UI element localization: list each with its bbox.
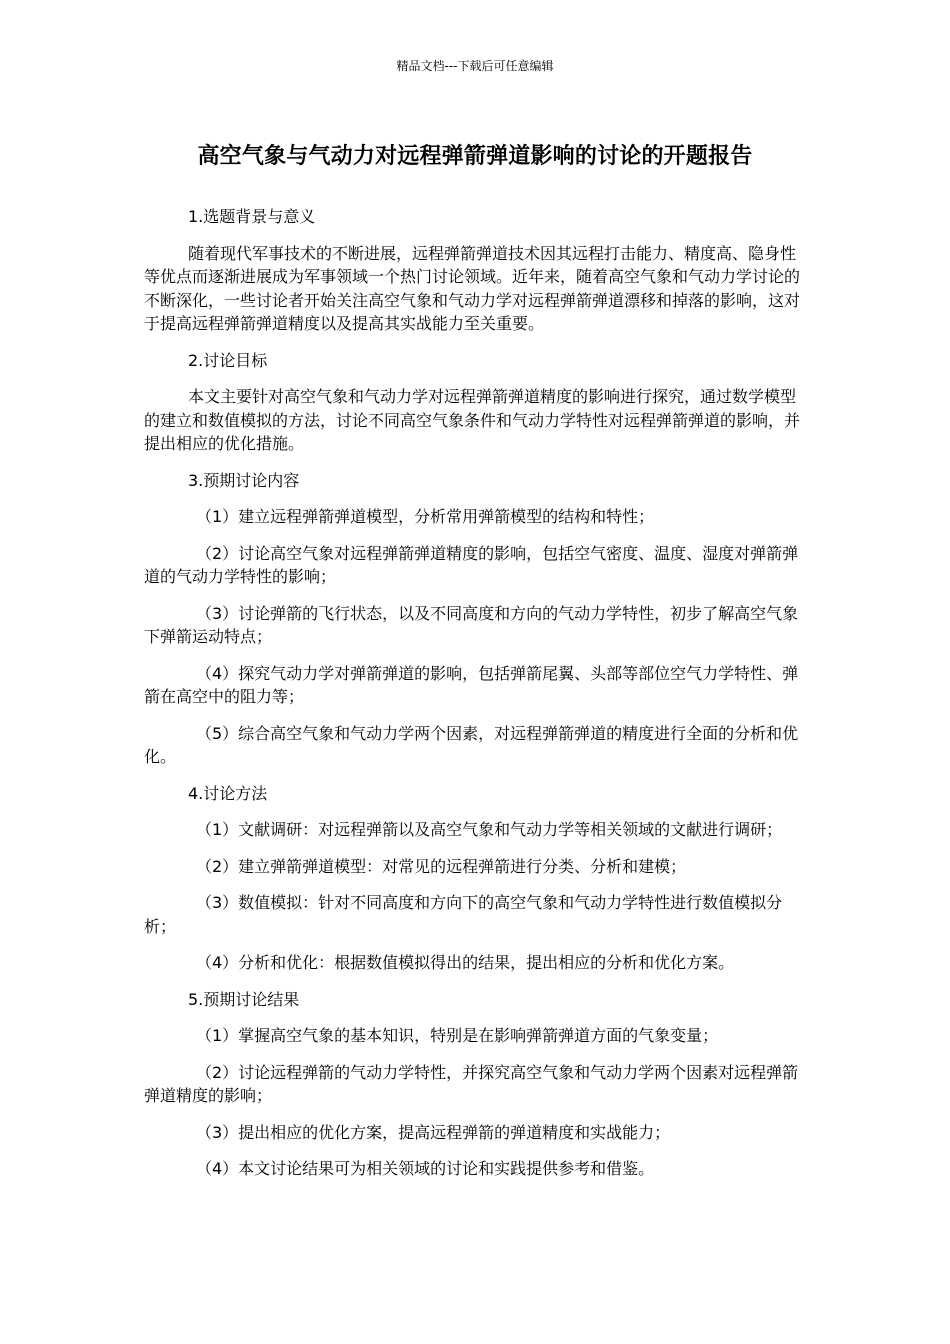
section-heading-1: 1.选题背景与意义 — [188, 207, 316, 226]
list-item: （4）分析和优化：根据数值模拟得出的结果，提出相应的分析和优化方案。 — [196, 953, 735, 972]
list-item: （1）掌握高空气象的基本知识，特别是在影响弹箭弹道方面的气象变量； — [196, 1026, 719, 1045]
list-item: （3）提出相应的优化方案，提高远程弹箭的弹道精度和实战能力； — [196, 1122, 671, 1142]
header-note: 精品文档---下载后可任意编辑 — [396, 59, 554, 73]
list-item: （5）综合高空气象和气动力学两个因素，对远程弹箭弹道的精度进行全面的分析和优化。 — [144, 723, 799, 766]
list-item: （4）探究气动力学对弹箭弹道的影响，包括弹箭尾翼、头部等部位空气力学特性、弹箭在高空中的阻力等； — [144, 663, 799, 706]
list-item: （2）讨论高空气象对远程弹箭弹道精度的影响，包括空气密度、温度、湿度对弹箭弹道的气动力学特性的影响； — [144, 543, 799, 586]
section-heading-2: 2.讨论目标 — [188, 350, 268, 370]
document-body — [144, 205, 806, 1194]
list-item: （2）建立弹箭弹道模型：对常见的远程弹箭进行分类、分析和建模； — [196, 856, 687, 876]
section-heading-4: 4.讨论方法 — [188, 783, 268, 803]
list-item: （1）文献调研：对远程弹箭以及高空气象和气动力学等相关领域的文献进行调研； — [196, 820, 783, 839]
list-item: （3）数值模拟：针对不同高度和方向下的高空气象和气动力学特性进行数值模拟分析； — [144, 893, 783, 936]
list-item: （3）讨论弹箭的飞行状态，以及不同高度和方向的气动力学特性，初步了解高空气象下弹箭运动特点； — [144, 603, 799, 646]
document-title: 高空气象与气动力对远程弹箭弹道影响的讨论的开题报告 — [197, 144, 753, 169]
section-heading-3: 3.预期讨论内容 — [188, 470, 300, 490]
section-2-paragraph: 本文主要针对高空气象和气动力学对远程弹箭弹道精度的影响进行探究，通过数学模型的建立和数值模拟的方法，讨论不同高空气象条件和气动力学特性对远程弹箭弹道的影响，并提出相应的优化措施。 — [144, 387, 801, 453]
section-1-paragraph: 随着现代军事技术的不断进展，远程弹箭弹道技术因其远程打击能力、精度高、隐身性等优点而逐渐进展成为军事领域一个热门讨论领域。近年来，随着高空气象和气动力学讨论的不断深化，一些讨论者开始关注高空气象和气动力学对远程弹箭弹道漂移和掉落的影响，这对于提高远程弹箭弹道精度以及提高其实战能力至关重要。 — [144, 243, 801, 333]
list-item: （4）本文讨论结果可为相关领域的讨论和实践提供参考和借鉴。 — [196, 1159, 655, 1178]
section-heading-5: 5.预期讨论结果 — [188, 989, 300, 1009]
list-item: （2）讨论远程弹箭的气动力学特性，并探究高空气象和气动力学两个因素对远程弹箭弹道精度的影响； — [144, 1062, 799, 1105]
list-item: （1）建立远程弹箭弹道模型，分析常用弹箭模型的结构和特性； — [196, 507, 655, 526]
